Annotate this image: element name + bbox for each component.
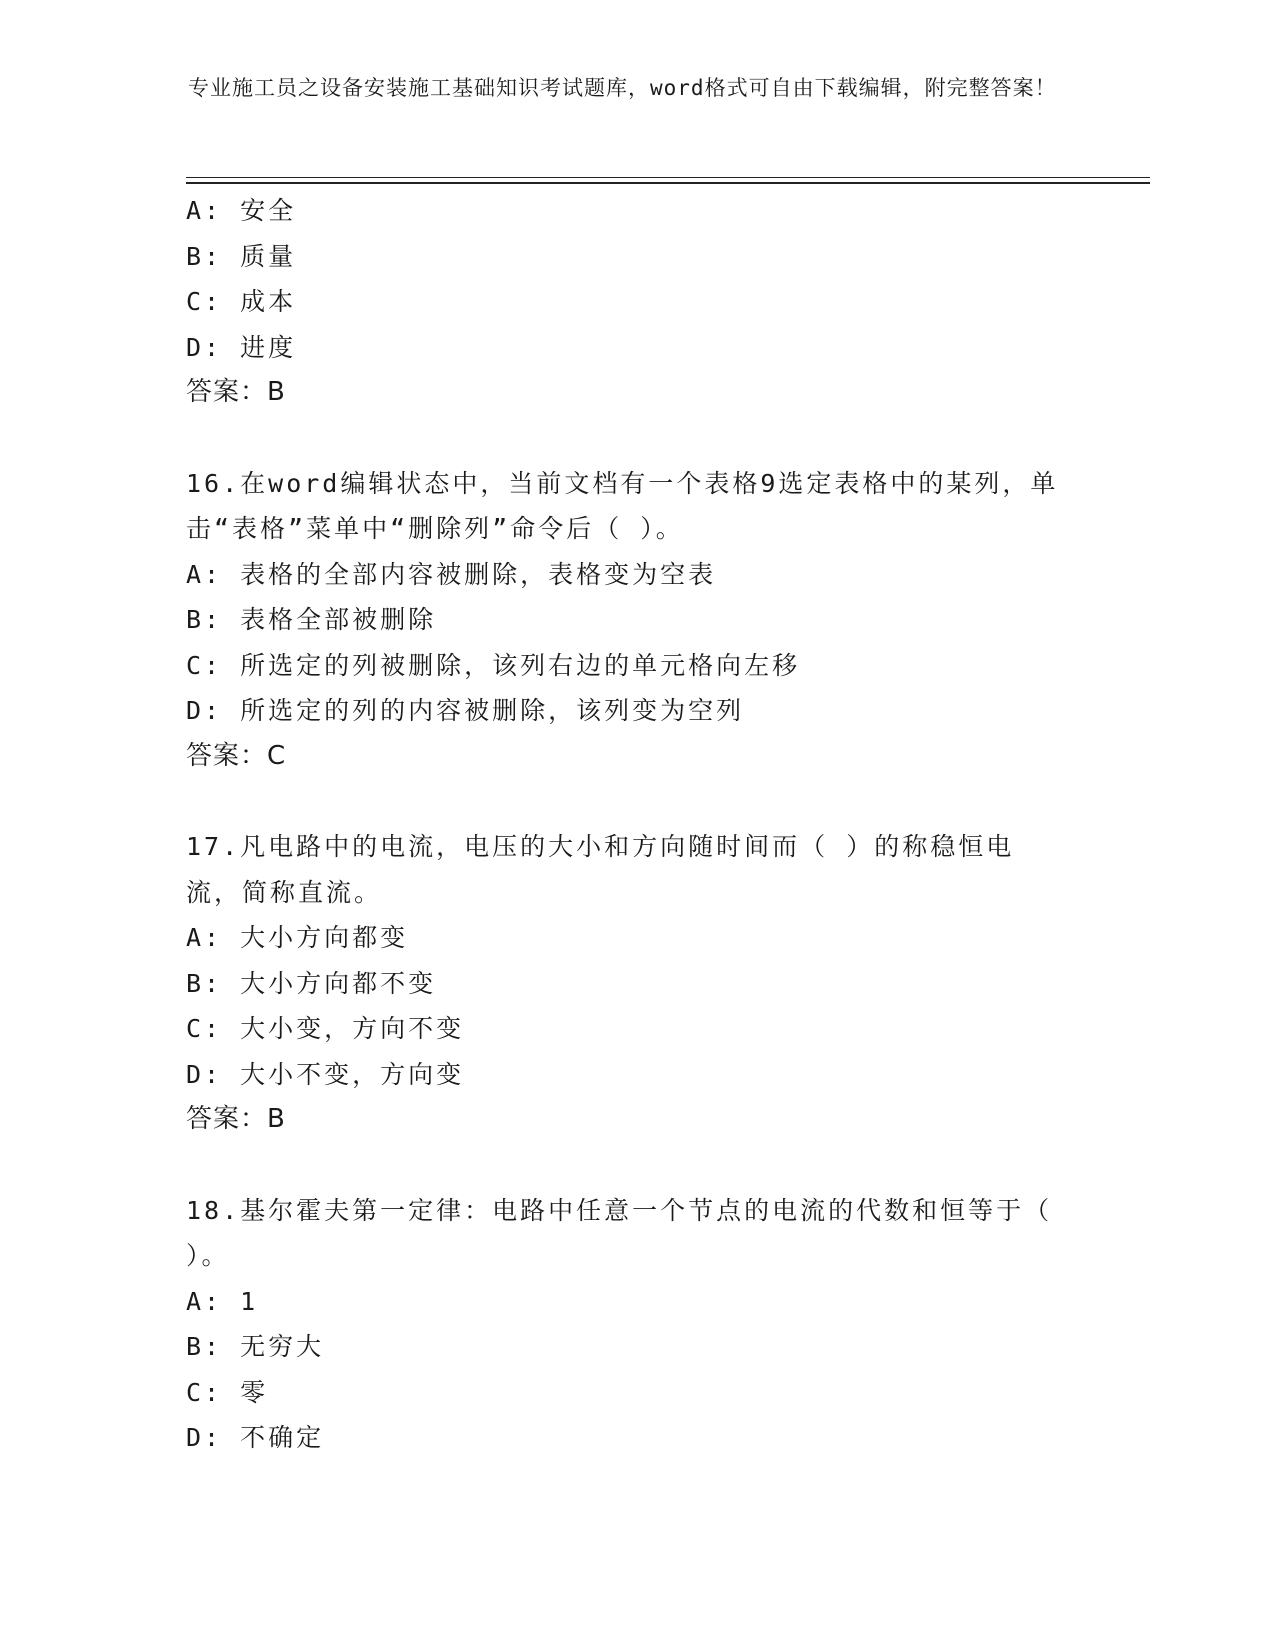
answer-line: 答案：B — [186, 377, 286, 407]
header-rule-top — [186, 177, 1150, 178]
option-b: B: 大小方向都不变 — [186, 968, 437, 998]
question-stem: 17.凡电路中的电流，电压的大小和方向随时间而（ ）的称稳恒电流，简称直流。 — [186, 832, 1015, 907]
question-stem: 18.基尔霍夫第一定律：电路中任意一个节点的电流的代数和恒等于（ ）。 — [186, 1195, 1053, 1270]
option-a: A: 大小方向都变 — [186, 923, 409, 952]
header-rule-bottom — [186, 182, 1150, 184]
option-d: D: 进度 — [186, 332, 297, 362]
document-header: 专业施工员之设备安装施工基础知识考试题库，word格式可自由下载编辑，附完整答案！ — [188, 76, 1057, 100]
question-18 — [186, 1188, 1086, 1461]
option-b: B: 无穷大 — [186, 1332, 325, 1361]
option-b: B: 质量 — [186, 241, 297, 271]
question-17 — [186, 824, 1086, 1143]
option-b: B: 表格全部被删除 — [186, 605, 437, 634]
answer-line: 答案：C — [186, 740, 287, 771]
option-d: D: 大小不变，方向变 — [186, 1059, 465, 1089]
question-stem: 16.在word编辑状态中，当前文档有一个表格9选定表格中的某列，单击“表格”菜单中“删除列”命令后（ ）。 — [186, 468, 1059, 543]
option-a: A: 表格的全部内容被删除，表格变为空表 — [186, 559, 717, 589]
answer-line: 答案：B — [186, 1104, 286, 1134]
option-c: C: 零 — [186, 1377, 269, 1407]
option-a: A: 安全 — [186, 196, 297, 225]
question-content — [186, 188, 1086, 1461]
option-d: D: 不确定 — [186, 1423, 325, 1452]
option-c: C: 所选定的列被删除，该列右边的单元格向左移 — [186, 650, 801, 680]
question-16 — [186, 461, 1086, 780]
option-d: D: 所选定的列的内容被删除，该列变为空列 — [186, 696, 745, 725]
option-a: A: 1 — [186, 1286, 259, 1316]
option-c: C: 大小变，方向不变 — [186, 1014, 465, 1043]
option-c: C: 成本 — [186, 287, 297, 316]
continued-question — [186, 188, 1086, 416]
